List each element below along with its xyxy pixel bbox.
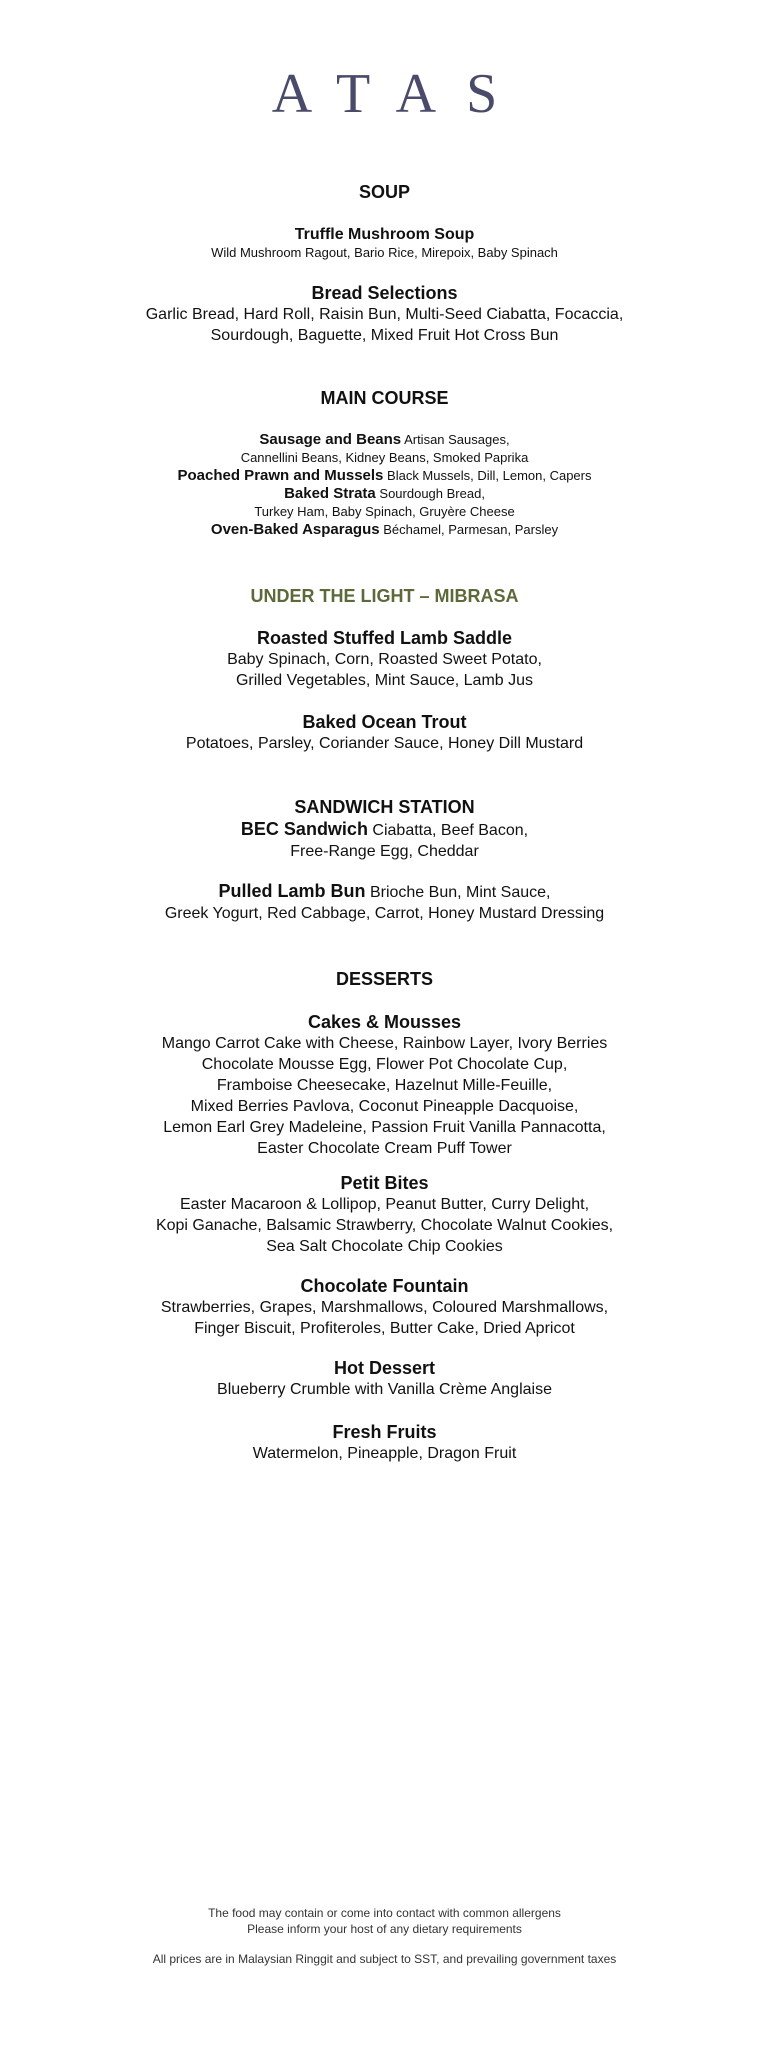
item-name: BEC Sandwich	[240, 819, 368, 839]
price-notice	[0, 1951, 769, 1967]
menu-item	[0, 521, 769, 539]
menu-item	[0, 431, 769, 467]
menu-item	[0, 1357, 769, 1400]
item-desc: Cannellini Beans, Kidney Beans, Smoked Paprika	[240, 450, 529, 465]
item-desc: Framboise Cheesecake, Hazelnut Mille-Feuille,	[216, 1077, 553, 1094]
item-desc: Baby Spinach, Corn, Roasted Sweet Potato,	[227, 651, 542, 668]
menu-item	[0, 627, 769, 691]
item-name: Hot Dessert	[333, 1358, 436, 1378]
menu-item	[0, 1172, 769, 1257]
item-desc: Easter Chocolate Cream Puff Tower	[257, 1140, 512, 1157]
desserts-section	[0, 968, 769, 990]
item-desc: Greek Yogurt, Red Cabbage, Carrot, Honey Mustard Dressing	[164, 905, 605, 922]
item-name: Chocolate Fountain	[300, 1276, 469, 1296]
menu-item	[0, 1275, 769, 1339]
item-name: Baked Ocean Trout	[302, 712, 467, 732]
item-name: Cakes & Mousses	[307, 1012, 462, 1032]
section-title: MAIN COURSE	[320, 388, 449, 408]
item-desc: Béchamel, Parmesan, Parsley	[383, 522, 559, 537]
item-desc: Chocolate Mousse Egg, Flower Pot Chocolate Cup,	[201, 1056, 568, 1073]
item-name: Baked Strata	[284, 485, 376, 502]
menu-item	[0, 225, 769, 261]
item-desc: Watermelon, Pineapple, Dragon Fruit	[252, 1445, 517, 1462]
item-name: Bread Selections	[311, 283, 458, 303]
menu-item	[0, 282, 769, 346]
section-title: UNDER THE LIGHT – MIBRASA	[250, 586, 519, 606]
section-title: SOUP	[358, 182, 410, 202]
item-desc: Potatoes, Parsley, Coriander Sauce, Honey Dill Mustard	[185, 735, 584, 752]
item-desc: Ciabatta, Beef Bacon,	[372, 822, 529, 839]
item-desc: Mango Carrot Cake with Cheese, Rainbow Layer, Ivory Berries	[161, 1035, 608, 1052]
allergen-notice	[0, 1905, 769, 1937]
menu-item	[0, 485, 769, 521]
item-name: Sausage and Beans	[259, 431, 402, 448]
item-desc: Sea Salt Chocolate Chip Cookies	[266, 1238, 503, 1255]
item-name: Pulled Lamb Bun	[218, 881, 366, 901]
section-title: SANDWICH STATION	[294, 797, 475, 817]
menu-item	[0, 1011, 769, 1159]
menu-item	[0, 819, 769, 862]
item-desc: Garlic Bread, Hard Roll, Raisin Bun, Multi-Seed Ciabatta, Focaccia,	[145, 306, 624, 323]
item-desc: Mixed Berries Pavlova, Coconut Pineapple Dacquoise,	[190, 1098, 579, 1115]
item-desc: Blueberry Crumble with Vanilla Crème Anglaise	[217, 1381, 552, 1398]
allergen-line: Please inform your host of any dietary requirements	[247, 1922, 522, 1936]
item-desc: Brioche Bun, Mint Sauce,	[369, 884, 551, 901]
menu-item	[0, 711, 769, 754]
soup-section	[0, 181, 769, 203]
item-desc: Strawberries, Grapes, Marshmallows, Coloured Marshmallows,	[160, 1299, 609, 1316]
item-name: Fresh Fruits	[332, 1422, 437, 1442]
item-name: Oven-Baked Asparagus	[210, 521, 380, 538]
item-desc: Black Mussels, Dill, Lemon, Capers	[387, 468, 592, 483]
item-desc: Kopi Ganache, Balsamic Strawberry, Chocolate Walnut Cookies,	[155, 1217, 614, 1234]
item-name: Truffle Mushroom Soup	[294, 226, 475, 243]
item-name: Petit Bites	[340, 1173, 429, 1193]
menu-item	[0, 881, 769, 924]
item-desc: Easter Macaroon & Lollipop, Peanut Butter, Curry Delight,	[179, 1196, 590, 1213]
item-desc: Turkey Ham, Baby Spinach, Gruyère Cheese	[254, 504, 515, 519]
item-name: Poached Prawn and Mussels	[177, 467, 384, 484]
menu-item	[0, 467, 769, 485]
item-desc: Sourdough, Baguette, Mixed Fruit Hot Cross Bun	[210, 327, 559, 344]
price-line: All prices are in Malaysian Ringgit and subject to SST, and prevailing government taxes	[152, 1952, 617, 1966]
item-desc: Wild Mushroom Ragout, Bario Rice, Mirepoix, Baby Spinach	[211, 245, 558, 260]
brand-logo: ATAS	[271, 63, 528, 125]
allergen-line: The food may contain or come into contact with common allergens	[208, 1906, 561, 1920]
item-desc: Artisan Sausages,	[404, 432, 510, 447]
main-course-section	[0, 387, 769, 409]
section-title: DESSERTS	[335, 969, 434, 989]
item-desc: Grilled Vegetables, Mint Sauce, Lamb Jus	[235, 672, 534, 689]
menu-item	[0, 1421, 769, 1464]
item-desc: Finger Biscuit, Profiteroles, Butter Cake, Dried Apricot	[194, 1320, 575, 1337]
item-desc: Free-Range Egg, Cheddar	[290, 843, 479, 860]
item-desc: Sourdough Bread,	[379, 486, 485, 501]
item-desc: Lemon Earl Grey Madeleine, Passion Fruit Vanilla Pannacotta,	[163, 1119, 606, 1136]
item-name: Roasted Stuffed Lamb Saddle	[256, 628, 513, 648]
sandwich-section	[0, 796, 769, 818]
mibrasa-section	[0, 585, 769, 607]
